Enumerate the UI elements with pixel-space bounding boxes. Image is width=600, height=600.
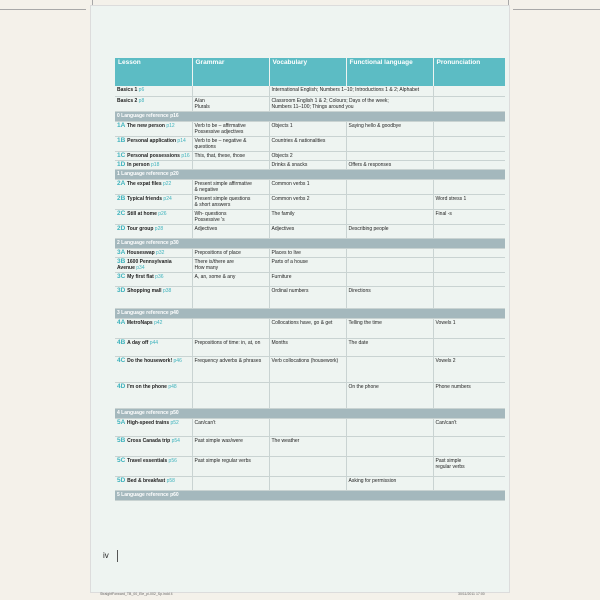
lesson-cell bbox=[115, 96, 192, 111]
vocabulary-cell bbox=[269, 418, 346, 436]
lesson-cell bbox=[115, 121, 192, 136]
lesson-code: 3A bbox=[117, 248, 127, 256]
lesson-cell bbox=[115, 356, 192, 382]
page-ref: p6 bbox=[137, 87, 145, 93]
page-ref: p22 bbox=[161, 180, 172, 187]
pronunciation-cell: Can/can't bbox=[433, 418, 505, 436]
lesson-title: A day off bbox=[127, 339, 149, 346]
table-row bbox=[115, 224, 505, 238]
page-ref: p44 bbox=[148, 339, 159, 346]
functional-cell bbox=[346, 272, 433, 286]
table-row bbox=[115, 318, 505, 338]
pronunciation-cell bbox=[433, 224, 505, 238]
page-ref: p38 bbox=[161, 287, 172, 294]
crop-mark-left bbox=[0, 9, 86, 10]
lesson-code: 5B bbox=[117, 436, 128, 444]
page-ref: p12 bbox=[164, 122, 175, 129]
section-label: 5 Language reference p60 bbox=[115, 490, 505, 500]
lesson-cell bbox=[115, 179, 192, 194]
grammar-cell bbox=[192, 86, 269, 96]
pronunciation-cell bbox=[433, 476, 505, 490]
pronunciation-cell: Vowels 2 bbox=[433, 356, 505, 382]
table-row bbox=[115, 286, 505, 308]
lesson-cell bbox=[115, 209, 192, 224]
page-ref: p36 bbox=[153, 273, 164, 280]
pronunciation-cell bbox=[433, 436, 505, 456]
lesson-title: Bed & breakfast bbox=[127, 477, 166, 484]
pronunciation-cell bbox=[433, 160, 505, 169]
pronunciation-cell bbox=[433, 121, 505, 136]
table-row bbox=[115, 136, 505, 151]
pronunciation-cell: Vowels 1 bbox=[433, 318, 505, 338]
grammar-cell bbox=[192, 382, 269, 408]
lesson-cell bbox=[115, 257, 192, 272]
functional-cell bbox=[346, 194, 433, 209]
lesson-code: 1D bbox=[117, 160, 128, 168]
lesson-cell bbox=[115, 318, 192, 338]
page-ref: p56 bbox=[167, 457, 177, 464]
pronunciation-cell bbox=[433, 257, 505, 272]
lesson-code: 4D bbox=[117, 382, 128, 390]
grammar-cell: Verb to be – affirmative Possessive adjectives bbox=[192, 121, 269, 136]
grammar-cell: Past simple was/were bbox=[192, 436, 269, 456]
print-slug-date: 30/11/2011 17:00 bbox=[458, 592, 485, 596]
section-row bbox=[115, 408, 505, 418]
lesson-title: 1600 Pennsylvania Avenue bbox=[117, 258, 172, 271]
grammar-cell: Wh- questions Possessive 's bbox=[192, 209, 269, 224]
functional-cell bbox=[346, 151, 433, 160]
page-ref: p52 bbox=[169, 419, 179, 426]
pronunciation-cell bbox=[433, 136, 505, 151]
grammar-cell bbox=[192, 286, 269, 308]
grammar-cell: Prepositions of time: in, at, on bbox=[192, 338, 269, 356]
vocabulary-cell: Classroom English 1 & 2; Colours; Days of the week; Numbers 11–100; Things around you bbox=[269, 96, 433, 111]
lesson-title: I'm on the phone bbox=[127, 383, 167, 390]
functional-cell bbox=[346, 179, 433, 194]
vocabulary-cell: Parts of a house bbox=[269, 257, 346, 272]
lesson-code: 2C bbox=[117, 209, 128, 217]
lesson-title: Personal possessions bbox=[127, 152, 180, 159]
basics-row bbox=[115, 96, 505, 111]
pronunciation-cell: Past simple regular verbs bbox=[433, 456, 505, 476]
grammar-cell: A/an Plurals bbox=[192, 96, 269, 111]
grammar-cell bbox=[192, 160, 269, 169]
grammar-cell: Verb to be – negative & questions bbox=[192, 136, 269, 151]
vocabulary-cell: Common verbs 2 bbox=[269, 194, 346, 209]
vocabulary-cell bbox=[269, 456, 346, 476]
vocabulary-cell: Months bbox=[269, 338, 346, 356]
lesson-cell bbox=[115, 382, 192, 408]
table-row bbox=[115, 382, 505, 408]
pronunciation-cell bbox=[433, 286, 505, 308]
lesson-cell bbox=[115, 86, 192, 96]
vocabulary-cell bbox=[269, 382, 346, 408]
lesson-code: 4A bbox=[117, 318, 127, 326]
section-label: 4 Language reference p50 bbox=[115, 408, 505, 418]
table-header-row bbox=[115, 58, 505, 86]
grammar-cell: Can/can't bbox=[192, 418, 269, 436]
functional-cell bbox=[346, 257, 433, 272]
pronunciation-cell: Final -s bbox=[433, 209, 505, 224]
table-row bbox=[115, 456, 505, 476]
vocabulary-cell: Furniture bbox=[269, 272, 346, 286]
lesson-code: 5D bbox=[117, 476, 128, 484]
page-ref: p14 bbox=[176, 137, 186, 144]
vocabulary-cell: Countries & nationalities bbox=[269, 136, 346, 151]
lesson-cell bbox=[115, 160, 192, 169]
vocabulary-cell bbox=[269, 476, 346, 490]
lesson-title: High-speed trains bbox=[126, 419, 170, 426]
lesson-code: 3D bbox=[117, 286, 128, 294]
page-ref: p34 bbox=[134, 264, 145, 271]
page-ref: p46 bbox=[172, 357, 182, 364]
lesson-title: Tour group bbox=[127, 225, 154, 232]
grammar-cell: This, that, these, those bbox=[192, 151, 269, 160]
lesson-title: The expat files bbox=[126, 180, 162, 187]
table-row bbox=[115, 356, 505, 382]
vocabulary-cell: International English; Numbers 1–10; Introductions 1 & 2; Alphabet bbox=[269, 86, 433, 96]
document-page bbox=[90, 5, 510, 593]
lesson-title: The new person bbox=[126, 122, 165, 129]
functional-cell: Describing people bbox=[346, 224, 433, 238]
page-ref: p28 bbox=[153, 225, 164, 232]
pronunciation-cell bbox=[433, 151, 505, 160]
table-row bbox=[115, 209, 505, 224]
lesson-title: Personal application bbox=[127, 137, 177, 144]
contents-table bbox=[115, 58, 505, 501]
section-row bbox=[115, 111, 505, 121]
pronunciation-cell: Word stress 1 bbox=[433, 194, 505, 209]
lesson-cell bbox=[115, 136, 192, 151]
section-label: 1 Language reference p20 bbox=[115, 169, 505, 179]
lesson-title: My first flat bbox=[127, 273, 154, 280]
page-ref: p24 bbox=[162, 195, 172, 202]
table-row bbox=[115, 160, 505, 169]
grammar-cell: Past simple regular verbs bbox=[192, 456, 269, 476]
table-row bbox=[115, 179, 505, 194]
lesson-title: MetroNaps bbox=[126, 319, 153, 326]
lesson-code: 2A bbox=[117, 179, 127, 187]
lesson-cell bbox=[115, 151, 192, 160]
functional-cell bbox=[346, 456, 433, 476]
functional-cell bbox=[346, 248, 433, 257]
vocabulary-cell: Objects 2 bbox=[269, 151, 346, 160]
page-number-rule bbox=[117, 550, 118, 562]
lesson-title: Cross Canada trip bbox=[127, 437, 171, 444]
functional-cell: The date bbox=[346, 338, 433, 356]
lesson-code: 5C bbox=[117, 456, 128, 464]
lesson-code: 1A bbox=[117, 121, 127, 129]
functional-cell bbox=[346, 209, 433, 224]
lesson-code: 2B bbox=[117, 194, 128, 202]
grammar-cell: A, an, some & any bbox=[192, 272, 269, 286]
page-ref: p54 bbox=[170, 437, 180, 444]
page-ref: p48 bbox=[166, 383, 177, 390]
vocabulary-cell: The weather bbox=[269, 436, 346, 456]
grammar-cell: Adjectives bbox=[192, 224, 269, 238]
functional-cell bbox=[346, 356, 433, 382]
table-row bbox=[115, 121, 505, 136]
grammar-cell: Frequency adverbs & phrases bbox=[192, 356, 269, 382]
lesson-title: Basics 2 bbox=[117, 97, 138, 104]
lesson-code: 3C bbox=[117, 272, 128, 280]
page-ref: p32 bbox=[154, 249, 165, 256]
basics-row bbox=[115, 86, 505, 96]
table-row bbox=[115, 338, 505, 356]
page-number: iv bbox=[103, 551, 109, 560]
vocabulary-cell: Verb collocations (housework) bbox=[269, 356, 346, 382]
pronunciation-cell bbox=[433, 272, 505, 286]
page-ref: p18 bbox=[149, 161, 160, 168]
page-ref: p16 bbox=[179, 152, 190, 159]
page-ref: p26 bbox=[156, 210, 167, 217]
lesson-cell bbox=[115, 272, 192, 286]
lesson-cell bbox=[115, 476, 192, 490]
page-ref: p8 bbox=[137, 97, 145, 104]
lesson-title: Houseswap bbox=[126, 249, 155, 256]
table-body bbox=[115, 86, 505, 500]
crop-mark-right bbox=[513, 9, 600, 10]
section-label: 3 Language reference p40 bbox=[115, 308, 505, 318]
section-row bbox=[115, 169, 505, 179]
lesson-cell bbox=[115, 338, 192, 356]
grammar-cell bbox=[192, 318, 269, 338]
table-row bbox=[115, 248, 505, 257]
header-vocabulary: Vocabulary bbox=[269, 58, 346, 86]
lesson-title: Shopping mall bbox=[127, 287, 162, 294]
vocabulary-cell: Places to live bbox=[269, 248, 346, 257]
lesson-cell bbox=[115, 224, 192, 238]
lesson-code: 4C bbox=[117, 356, 128, 364]
section-label: 0 Language reference p16 bbox=[115, 111, 505, 121]
vocabulary-cell: Drinks & snacks bbox=[269, 160, 346, 169]
section-row bbox=[115, 490, 505, 500]
lesson-cell bbox=[115, 436, 192, 456]
lesson-code: 1B bbox=[117, 136, 128, 144]
lesson-cell bbox=[115, 194, 192, 209]
header-functional-language: Functional language bbox=[346, 58, 433, 86]
vocabulary-cell: Common verbs 1 bbox=[269, 179, 346, 194]
table-row bbox=[115, 194, 505, 209]
lesson-code: 4B bbox=[117, 338, 128, 346]
section-row bbox=[115, 238, 505, 248]
header-lesson: Lesson bbox=[115, 58, 192, 86]
table-row bbox=[115, 436, 505, 456]
pronunciation-cell bbox=[433, 179, 505, 194]
functional-cell: Telling the time bbox=[346, 318, 433, 338]
lesson-title: Basics 1 bbox=[117, 87, 138, 93]
vocabulary-cell: Adjectives bbox=[269, 224, 346, 238]
grammar-cell: Prepositions of place bbox=[192, 248, 269, 257]
vocabulary-cell: The family bbox=[269, 209, 346, 224]
vocabulary-cell: Collocations have, go & get bbox=[269, 318, 346, 338]
pronunciation-cell bbox=[433, 86, 505, 96]
table-row bbox=[115, 476, 505, 490]
lesson-cell bbox=[115, 456, 192, 476]
pronunciation-cell: Phone numbers bbox=[433, 382, 505, 408]
print-slug-file: StraightForward_TB_00_Ele_pi-002_Sp.indd 4 bbox=[100, 592, 173, 596]
page-ref: p42 bbox=[152, 319, 163, 326]
pronunciation-cell bbox=[433, 248, 505, 257]
section-label: 2 Language reference p30 bbox=[115, 238, 505, 248]
lesson-title: Travel essentials bbox=[127, 457, 168, 464]
table-row bbox=[115, 257, 505, 272]
header-grammar: Grammar bbox=[192, 58, 269, 86]
table-row bbox=[115, 151, 505, 160]
functional-cell: Saying hello & goodbye bbox=[346, 121, 433, 136]
grammar-cell: There is/there are How many bbox=[192, 257, 269, 272]
grammar-cell bbox=[192, 476, 269, 490]
lesson-title: Do the housework! bbox=[127, 357, 173, 364]
lesson-title: Still at home bbox=[127, 210, 157, 217]
functional-cell: On the phone bbox=[346, 382, 433, 408]
pronunciation-cell bbox=[433, 338, 505, 356]
page-ref: p58 bbox=[165, 477, 175, 484]
lesson-title: In person bbox=[127, 161, 150, 168]
section-row bbox=[115, 308, 505, 318]
functional-cell bbox=[346, 136, 433, 151]
functional-cell bbox=[346, 436, 433, 456]
lesson-code: 2D bbox=[117, 224, 128, 232]
vocabulary-cell: Objects 1 bbox=[269, 121, 346, 136]
lesson-code: 3B bbox=[117, 257, 128, 265]
lesson-title: Typical friends bbox=[127, 195, 163, 202]
table-row bbox=[115, 272, 505, 286]
functional-cell bbox=[346, 418, 433, 436]
functional-cell: Directions bbox=[346, 286, 433, 308]
table-row bbox=[115, 418, 505, 436]
lesson-cell bbox=[115, 418, 192, 436]
grammar-cell: Present simple affirmative & negative bbox=[192, 179, 269, 194]
header-pronunciation: Pronunciation bbox=[433, 58, 505, 86]
lesson-code: 5A bbox=[117, 418, 127, 426]
grammar-cell: Present simple questions & short answers bbox=[192, 194, 269, 209]
lesson-cell bbox=[115, 286, 192, 308]
functional-cell: Offers & responses bbox=[346, 160, 433, 169]
lesson-cell bbox=[115, 248, 192, 257]
functional-cell: Asking for permission bbox=[346, 476, 433, 490]
pronunciation-cell bbox=[433, 96, 505, 111]
lesson-code: 1C bbox=[117, 151, 128, 159]
vocabulary-cell: Ordinal numbers bbox=[269, 286, 346, 308]
